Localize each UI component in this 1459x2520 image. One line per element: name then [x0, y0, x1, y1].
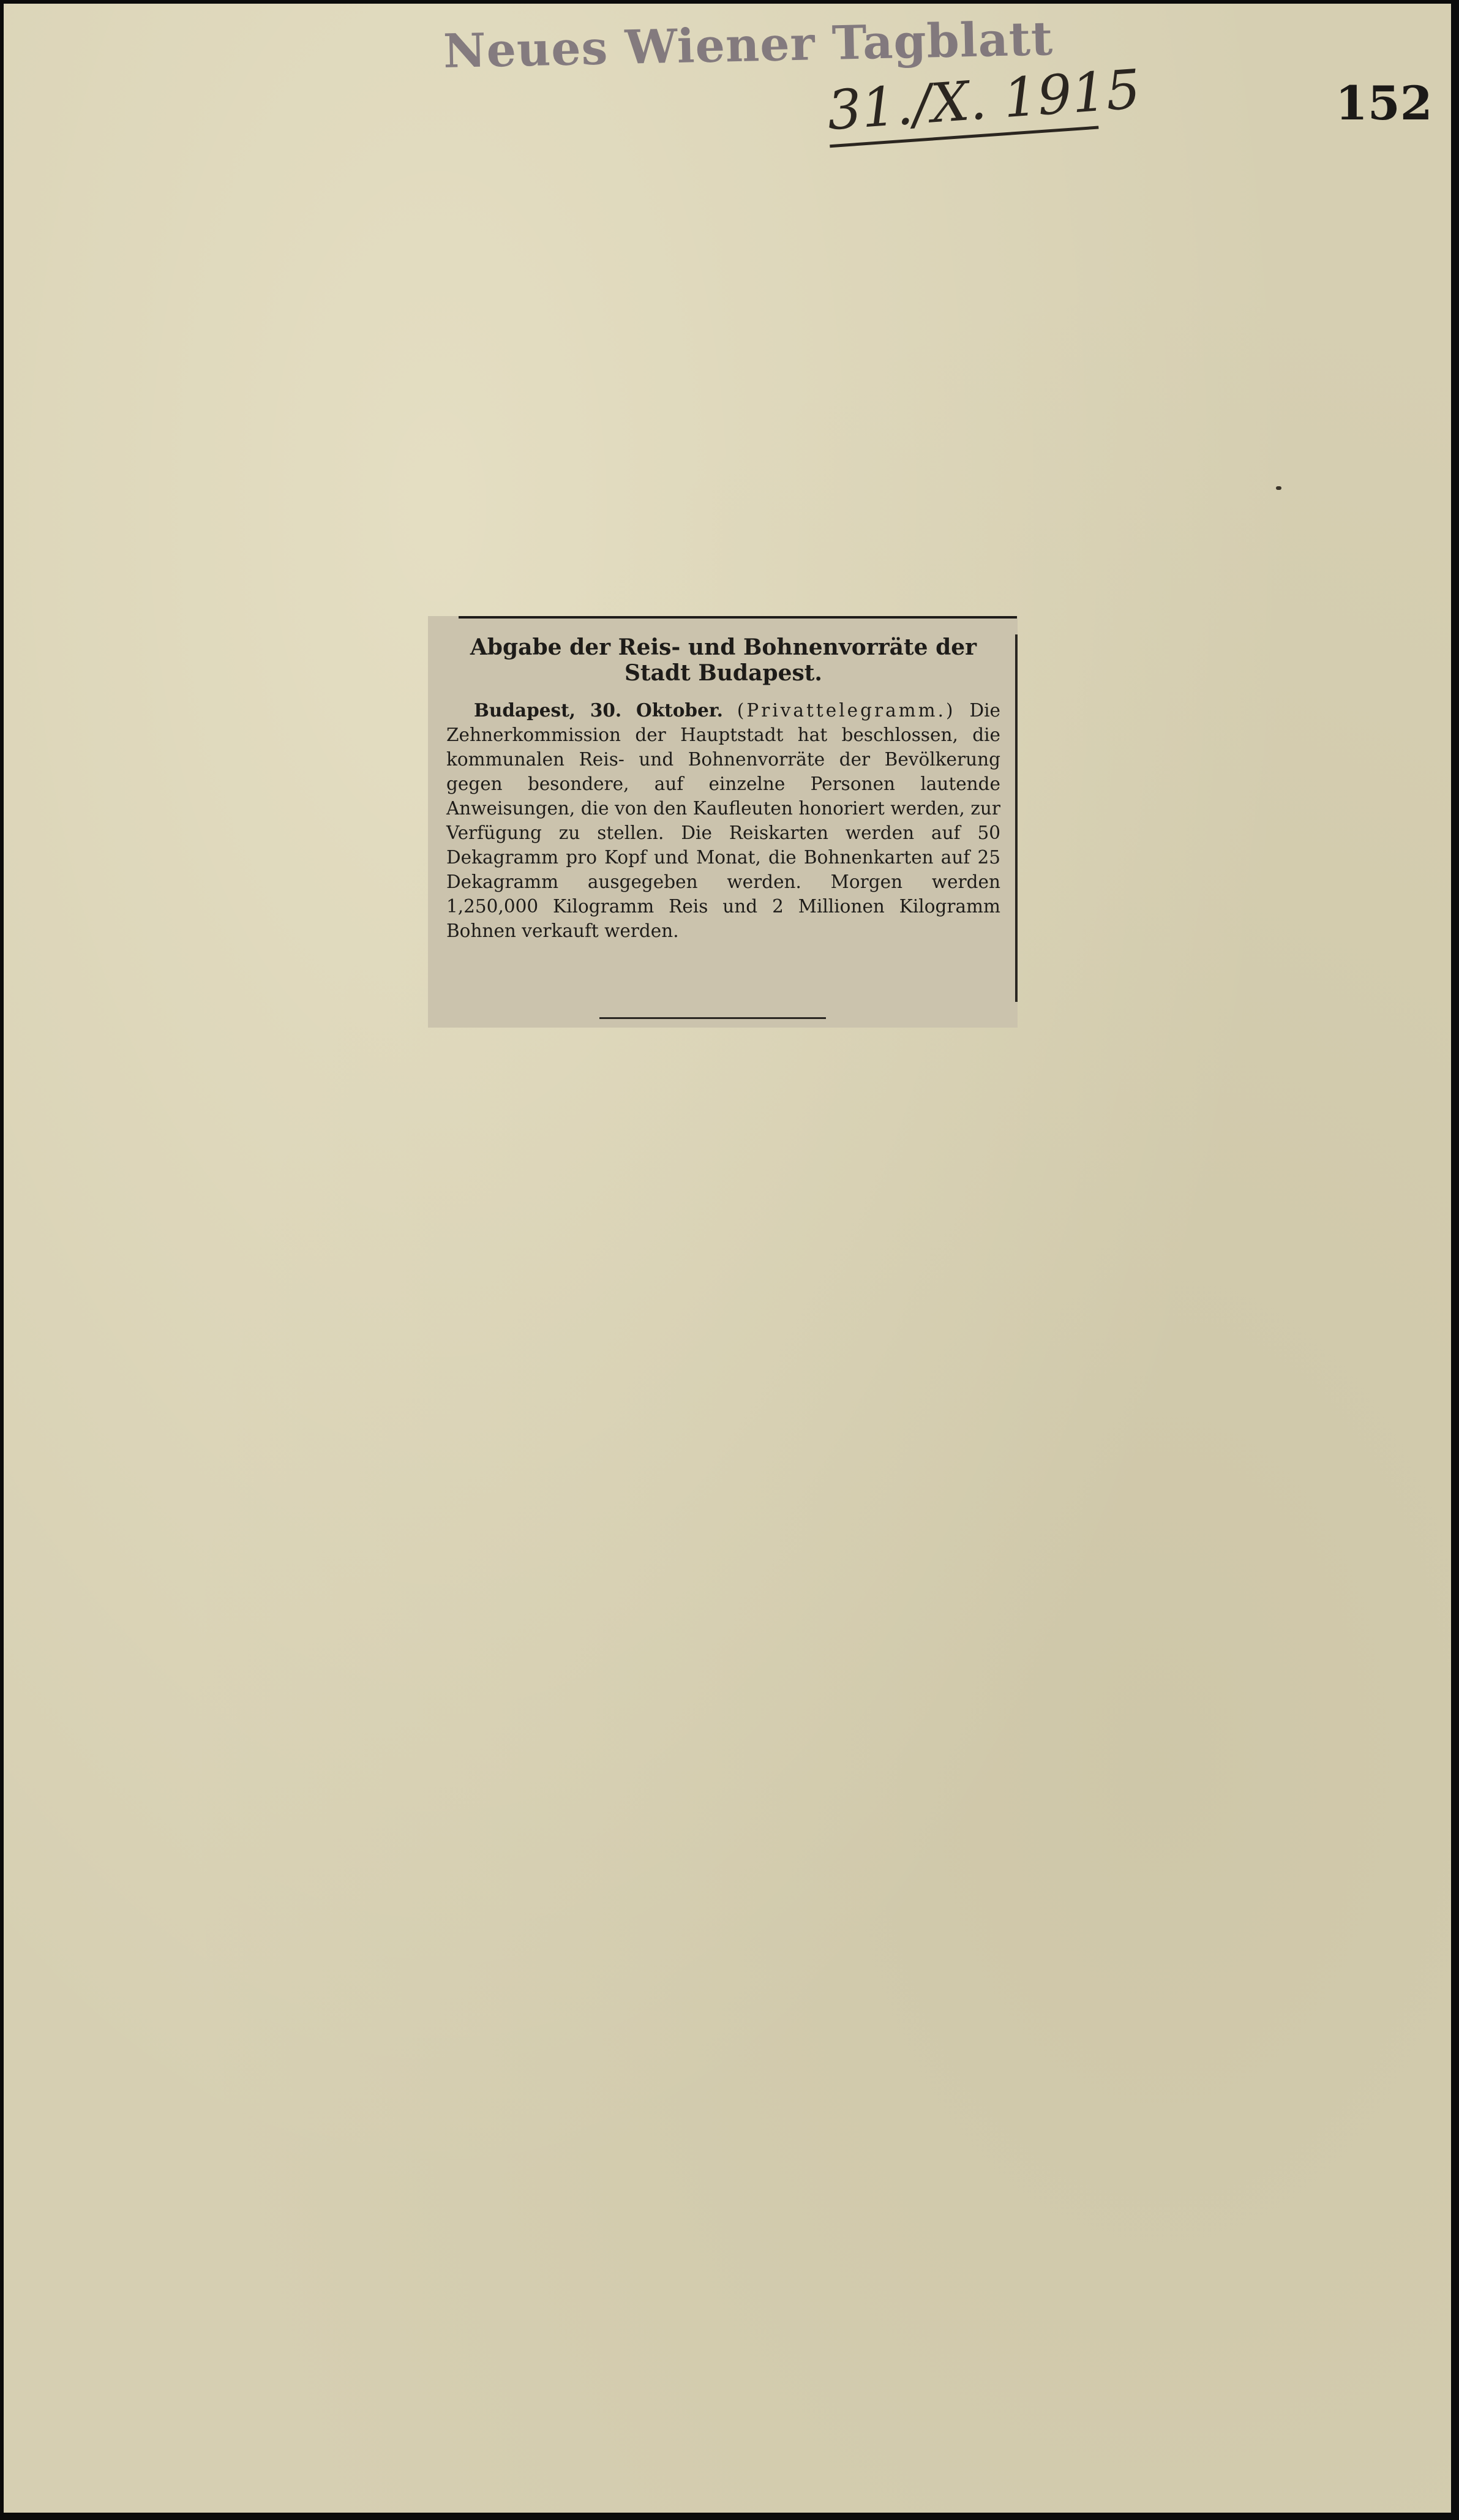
clipping-body	[446, 698, 1000, 943]
archive-sheet	[4, 4, 1451, 2513]
clipping-headline: Abgabe der Reis- und Bohnenvorräte der Stadt Budapest.	[470, 634, 977, 686]
handwritten-date: 31./X. 1915	[825, 59, 1099, 148]
paper-speck	[1276, 486, 1281, 490]
newspaper-stamp: Neues Wiener Tagblatt	[443, 11, 1054, 78]
clipping-bottom-rule	[599, 1017, 826, 1019]
clipping-top-rule	[459, 616, 1017, 619]
clipping-text: Die Zehnerkommission der Hauptstadt hat beschlossen, die kommunalen Reis- und Bohnenvorräte der Bevölkerung gegen besondere, auf einzelne Personen lautende Anweisungen, die von den Kaufleuten honoriert werden, zur Verfügung zu stellen. Die Reiskarten werden auf 50 Dekagramm pro Kopf und Monat, die Bohnenkarten auf 25 Dekagramm ausgegeben werden. Morgen werden 1,250,000 Kilogramm Reis und 2 Millionen Kilogramm Bohnen verkauft werden.	[446, 700, 1000, 941]
page-number: 152	[1335, 76, 1433, 130]
newspaper-clipping	[428, 616, 1018, 1028]
clipping-right-rule	[1015, 634, 1018, 1002]
clipping-source: (Privattelegramm.)	[737, 700, 956, 721]
clipping-dateline: Budapest, 30. Oktober.	[474, 699, 723, 721]
